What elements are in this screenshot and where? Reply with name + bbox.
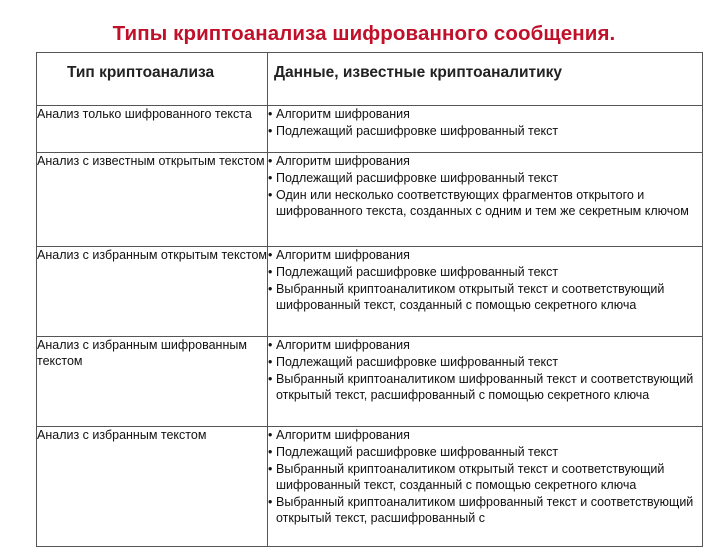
list-item: • Алгоритм шифрования [268, 154, 410, 168]
cryptoanalysis-table [36, 52, 703, 547]
list-item: • Алгоритм шифрования [268, 338, 410, 352]
list-item: • Один или несколько соответствующих фрагментов открытого и шифрованного текста, созданных с одним и тем же секретным ключом [268, 188, 689, 218]
header-type: Тип криптоанализа [37, 53, 268, 106]
list-item: • Подлежащий расшифровке шифрованный текст [268, 355, 559, 369]
row-type-cell: Анализ с избранным текстом [37, 427, 268, 547]
list-item: • Алгоритм шифрования [268, 428, 410, 442]
list-item: • Выбранный криптоаналитиком открытый текст и соответствующий шифрованный текст, созданный с помощью секретного ключа [268, 462, 665, 492]
table-header-row [37, 53, 703, 106]
list-item: • Алгоритм шифрования [268, 248, 410, 262]
row-type-cell: Анализ с известным открытым текстом [37, 153, 268, 247]
list-item: • Выбранный криптоаналитиком открытый текст и соответствующий шифрованный текст, созданный с помощью секретного ключа [268, 282, 665, 312]
list-item: • Алгоритм шифрования [268, 107, 410, 121]
header-data: Данные, известные криптоаналитику [268, 53, 703, 106]
table-row [37, 247, 703, 337]
list-item: • Подлежащий расшифровке шифрованный текст [268, 265, 559, 279]
list-item: • Подлежащий расшифровке шифрованный текст [268, 171, 559, 185]
row-data-cell [268, 106, 703, 153]
list-item: • Выбранный криптоаналитиком шифрованный текст и соответствующий открытый текст, расшифрованный с помощью секретного ключа [268, 372, 694, 402]
list-item: • Подлежащий расшифровке шифрованный текст [268, 124, 559, 138]
table-row [37, 153, 703, 247]
row-data-cell [268, 247, 703, 337]
row-data-cell [268, 427, 703, 547]
table-row [37, 427, 703, 547]
table-row [37, 106, 703, 153]
slide-title: Типы криптоанализа шифрованного сообщения. [112, 22, 616, 45]
list-item: • Выбранный криптоаналитиком шифрованный текст и соответствующий открытый текст, расшифрованный с [268, 495, 694, 525]
list-item: • Подлежащий расшифровке шифрованный текст [268, 445, 559, 459]
table-row [37, 337, 703, 427]
row-type-cell: Анализ с избранным шифрованным текстом [37, 337, 268, 427]
row-type-cell: Анализ с избранным открытым текстом [37, 247, 268, 337]
row-type-cell: Анализ только шифрованного текста [37, 106, 268, 153]
row-data-cell [268, 337, 703, 427]
row-data-cell [268, 153, 703, 247]
